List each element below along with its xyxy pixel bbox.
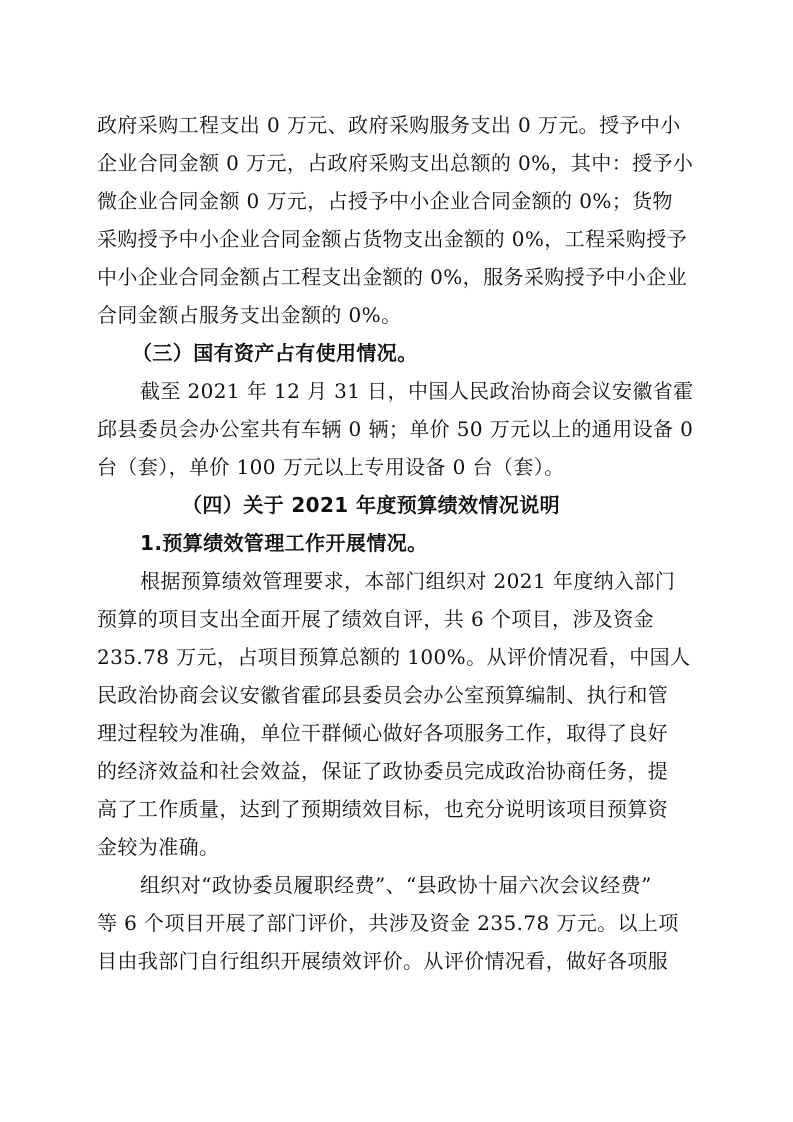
text-line: 民政治协商会议安徽省霍邱县委员会办公室预算编制、执行和管	[97, 683, 669, 707]
text-line: 目由我部门自行组织开展绩效评价。从评价情况看，做好各项服	[97, 949, 669, 973]
text-line: 理过程较为准确，单位干群倾心做好各项服务工作，取得了良好	[97, 721, 669, 745]
section-heading: （三）国有资产占有使用情况。	[132, 341, 418, 365]
text-line: 截至 2021 年 12 月 31 日，中国人民政治协商会议安徽省霍	[140, 379, 694, 403]
text-line: 微企业合同金额 0 万元，占授予中小企业合同金额的 0%；货物	[97, 189, 673, 213]
text-line: 的经济效益和社会效益，保证了政协委员完成政治协商任务，提	[97, 759, 669, 783]
text-line: 235.78 万元，占项目预算总额的 100%。从评价情况看，中国人	[97, 645, 691, 669]
text-line: 金较为准确。	[97, 835, 220, 859]
text-line: 采购授予中小企业合同金额占货物支出金额的 0%，工程采购授予	[97, 227, 688, 251]
text-line: 中小企业合同金额占工程支出金额的 0%，服务采购授予中小企业	[97, 265, 688, 289]
section-heading: （四）关于 2021 年度预算绩效情况说明	[182, 493, 560, 517]
text-line: 邱县委员会办公室共有车辆 0 辆；单价 50 万元以上的通用设备 0	[97, 417, 694, 441]
text-line: 政府采购工程支出 0 万元、政府采购服务支出 0 万元。授予中小	[97, 113, 681, 137]
text-line: 等 6 个项目开展了部门评价，共涉及资金 235.78 万元。以上项	[97, 911, 679, 935]
text-line: 预算的项目支出全面开展了绩效自评，共 6 个项目，涉及资金	[97, 607, 655, 631]
subsection-heading: 1.预算绩效管理工作开展情况。	[140, 531, 428, 555]
text-line: 组织对“政协委员履职经费”、“县政协十届六次会议经费”	[140, 873, 652, 897]
text-line: 合同金额占服务支出金额的 0%。	[97, 303, 402, 327]
text-line: 企业合同金额 0 万元，占政府采购支出总额的 0%，其中：授予小	[97, 151, 694, 175]
text-line: 台（套），单价 100 万元以上专用设备 0 台（套）。	[97, 455, 565, 479]
text-line: 高了工作质量，达到了预期绩效目标，也充分说明该项目预算资	[97, 797, 669, 821]
text-line: 根据预算绩效管理要求，本部门组织对 2021 年度纳入部门	[140, 569, 676, 593]
